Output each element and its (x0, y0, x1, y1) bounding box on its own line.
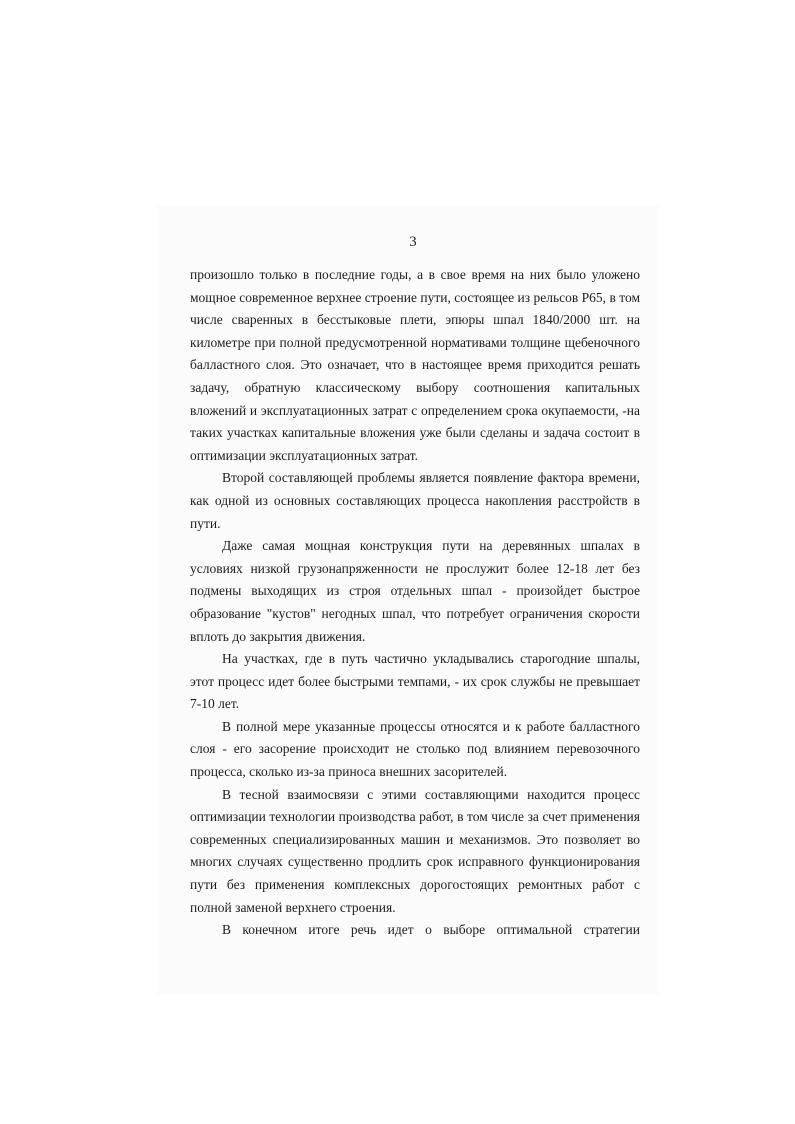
page-number: 3 (409, 234, 417, 250)
paragraph-old-sleepers: На участках, где в путь частично укладывались старогодние шпалы, этот процесс идет более быстрыми темпами, - их срок службы не превышает 7-10 лет. (190, 651, 640, 712)
paragraph-ballast-layer: В полной мере указанные процессы относятся и к работе балластного слоя - его засорение происходит не столько под влиянием перевозочного процесса, сколько из-за приноса внешних засорителей. (190, 718, 640, 780)
paragraph-wooden-sleepers: Даже самая мощная конструкция пути на деревянных шпалах в условиях низкой грузонапряженности не прослужит более 12-18 лет без подмены выходящих из строя отдельных шпал - произойдет быстрое образование "кустов" негодных шпал, что потребует ограничения скорости вплоть до закрытия движения. (190, 538, 640, 644)
paragraph-continuation: произошло только в последние годы, а в свое время на них было уложено мощное современное верхнее строение пути, состоящее из рельсов Р65, в том числе сваренных в бесстыковые плети, эпюры шпал 1840/2000 шт. на километре при полной предусмотренной нормативами толщине щебеночного балластного слоя. Это означает, что в настоящее время приходится решать задачу, обратную классическому выбору соотношения капитальных вложений и эксплуатационных затрат с определением срока окупаемости, -на таких участках капитальные вложения уже были сделаны и задача состоит в оптимизации эксплуатационных затрат. (190, 267, 640, 463)
paragraph-time-factor: Второй составляющей проблемы является появление фактора времени, как одной из основных составляющих процесса накопления расстройств в пути. (190, 470, 640, 531)
paragraph-technology-optimization: В тесной взаимосвязи с этими составляющими находится процесс оптимизации технологии производства работ, в том числе за счет применения современных специализированных машин и механизмов. Это позволяет во многих случаях существенно продлить срок исправного функционирования пути без применения комплексных дорогостоящих ремонтных работ с полной заменой верхнего строения. (190, 786, 640, 915)
body-text (190, 264, 640, 942)
paragraph-strategy: В конечном итоге речь идет о выборе оптимальной стратегии (222, 922, 640, 938)
